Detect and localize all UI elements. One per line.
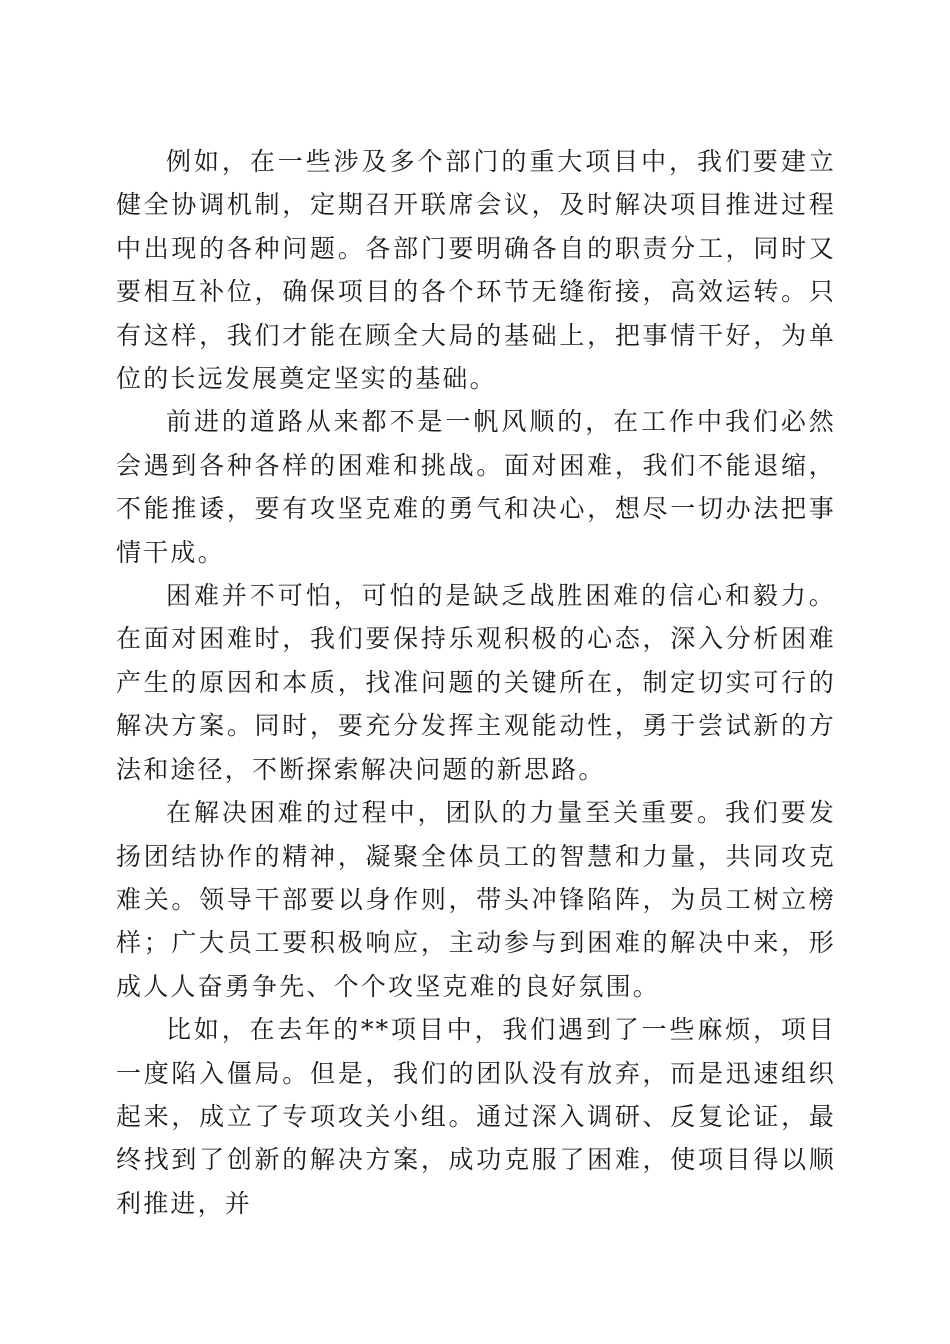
paragraph-project-example: 比如，在去年的**项目中，我们遇到了一些麻烦，项目一度陷入僵局。但是，我们的团队没有放弃，而是迅速组织起来，成立了专项攻关小组。通过深入调研、反复论证，最终找到了创新的解决方案，成功克服了困难，使项目得以顺利推进，并 [116, 1015, 836, 1218]
paragraph-team-strength: 在解决困难的过程中，团队的力量至关重要。我们要发扬团结协作的精神，凝聚全体员工的智慧和力量，共同攻克难关。领导干部要以身作则，带头冲锋陷阵，为员工树立榜样；广大员工要积极响应，主动参与到困难的解决中来，形成人人奋勇争先、个个攻坚克难的良好氛围。 [116, 798, 836, 1001]
document-body [116, 140, 836, 1225]
paragraph-coordination: 例如，在一些涉及多个部门的重大项目中，我们要建立健全协调机制，定期召开联席会议，及时解决项目推进过程中出现的各种问题。各部门要明确各自的职责分工，同时又要相互补位，确保项目的各个环节无缝衔接，高效运转。只有这样，我们才能在顾全大局的基础上，把事情干好，为单位的长远发展奠定坚实的基础。 [116, 147, 836, 394]
paragraph-road-ahead: 前进的道路从来都不是一帆风顺的，在工作中我们必然会遇到各种各样的困难和挑战。面对困难，我们不能退缩，不能推诿，要有攻坚克难的勇气和决心，想尽一切办法把事情干成。 [116, 407, 836, 567]
paragraph-facing-difficulty: 困难并不可怕，可怕的是缺乏战胜困难的信心和毅力。在面对困难时，我们要保持乐观积极的心态，深入分析困难产生的原因和本质，找准问题的关键所在，制定切实可行的解决方案。同时，要充分发挥主观能动性，勇于尝试新的方法和途径，不断探索解决问题的新思路。 [116, 581, 836, 784]
